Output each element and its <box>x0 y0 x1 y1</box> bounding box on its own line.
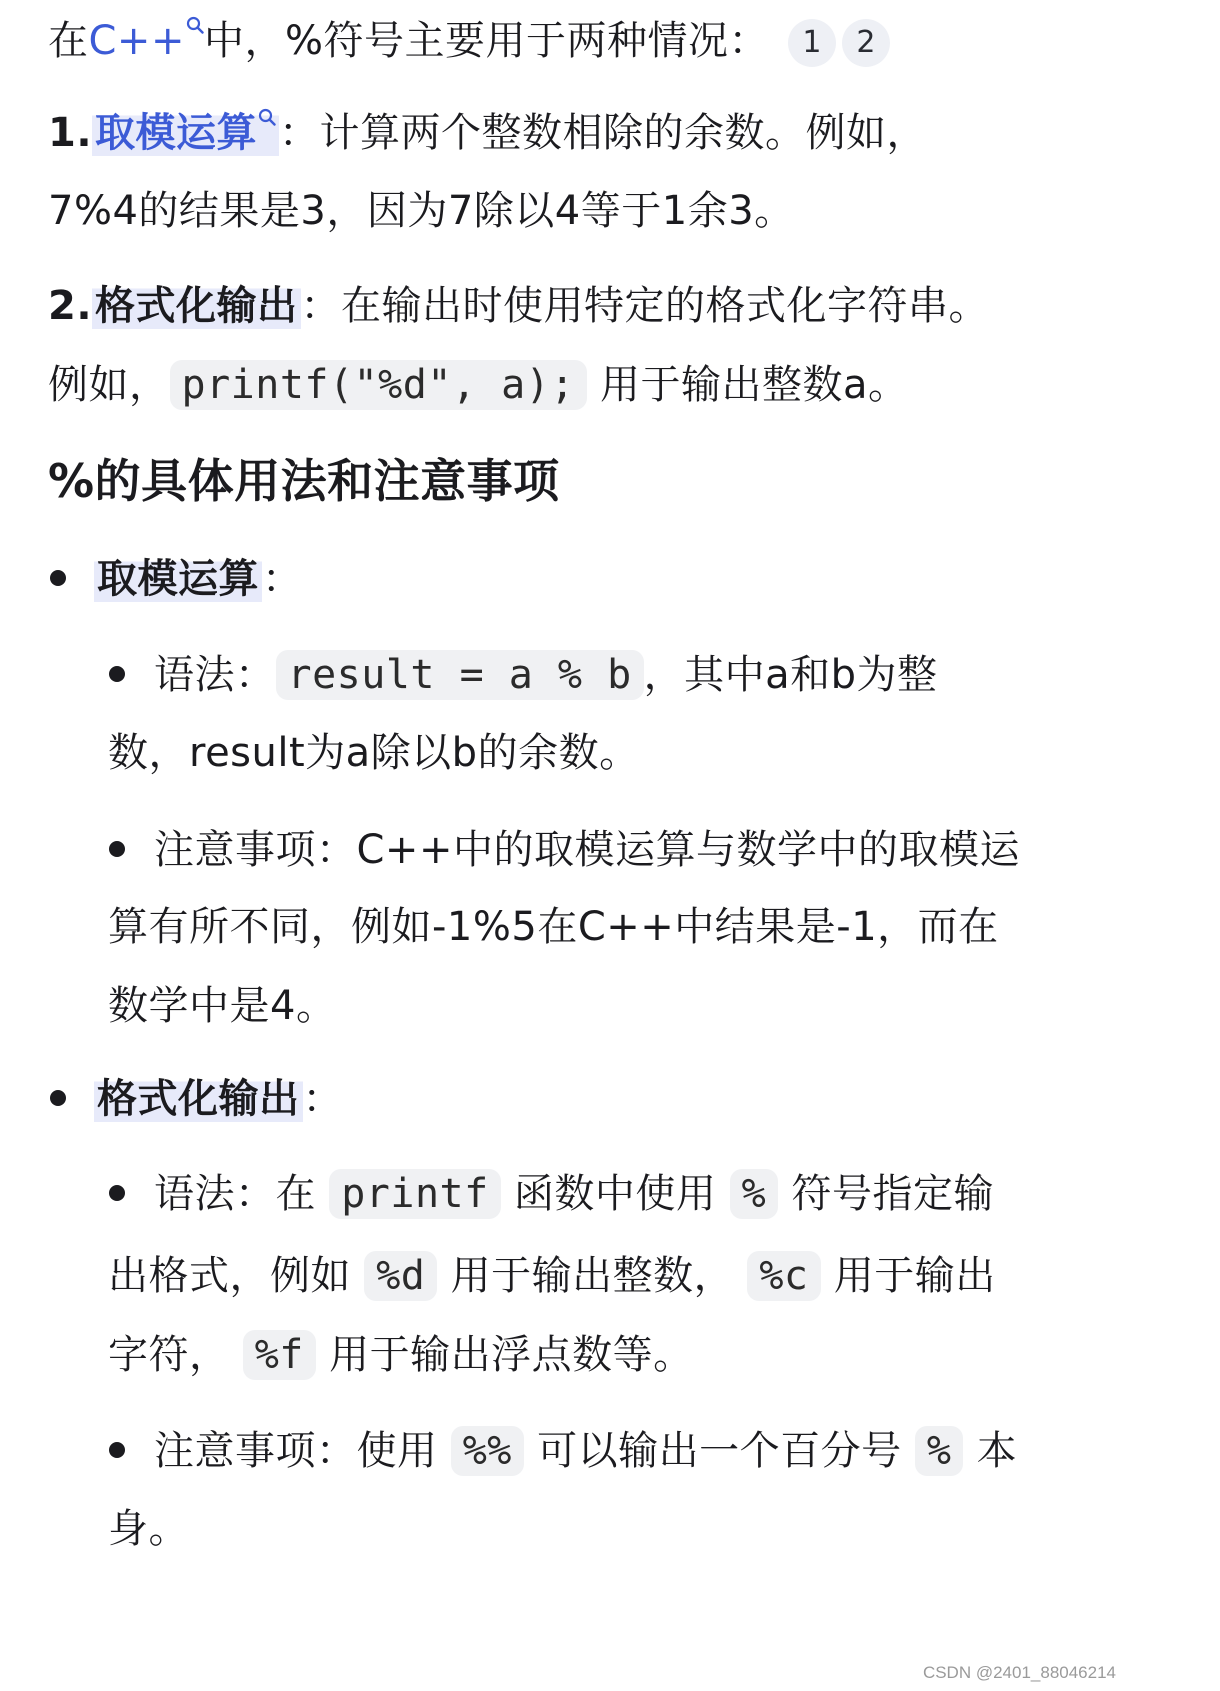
format-syntax-text2: 符号指定输 <box>791 1171 994 1217</box>
modulo-note-line-2: 算有所不同，例如-1%5在C++中结果是-1，而在 <box>108 904 999 950</box>
modulo-syntax-label: 语法： <box>154 652 276 698</box>
sub-bullet-dot <box>109 666 125 682</box>
list-item-2-suffix: 用于输出整数a。 <box>600 362 909 408</box>
format-note-line-1 <box>154 1423 1017 1479</box>
format-syntax-l2-text1: 出格式，例如 <box>108 1253 351 1299</box>
list-item-1-line-2: 7%4的结果是3，因为7除以4等于1余3。 <box>48 188 795 234</box>
printf-inline-code: printf <box>329 1169 501 1219</box>
section-heading: %的具体用法和注意事项 <box>48 454 560 508</box>
format-syntax-l3-text2: 用于输出浮点数等。 <box>329 1332 694 1378</box>
format-note-line-2: 身。 <box>108 1506 189 1552</box>
format-syntax-l3-text1: 字符， <box>108 1332 230 1378</box>
citation-1[interactable]: 1 <box>788 19 836 67</box>
format-term: 格式化输出 <box>94 1076 303 1122</box>
intro-suffix: 中，%符号主要用于两种情况： <box>203 18 769 64</box>
format-note-text2: 可以输出一个百分号 <box>537 1428 902 1474</box>
format-bullet-line <box>94 1071 343 1127</box>
format-syntax-text1: 函数中使用 <box>513 1171 717 1217</box>
bullet-dot <box>50 1090 66 1106</box>
modulo-syntax-code: result = a % b <box>276 650 644 700</box>
citation-2[interactable]: 2 <box>842 19 890 67</box>
modulo-search-link[interactable] <box>92 110 279 156</box>
list-item-2-line-2 <box>48 357 909 413</box>
cpp-link-text[interactable]: C++ <box>88 18 185 64</box>
modulo-syntax-line-2: 数，result为a除以b的余数。 <box>108 730 640 776</box>
modulo-note-line-1: 注意事项：C++中的取模运算与数学中的取模运 <box>154 827 1020 873</box>
modulo-syntax-rest: ，其中a和b为整 <box>643 652 938 698</box>
csdn-watermark: CSDN @2401_88046214 <box>922 1663 1116 1682</box>
format-output-term: 格式化输出 <box>92 283 301 329</box>
format-colon: ： <box>302 1076 343 1122</box>
format-syntax-line-3 <box>108 1327 694 1383</box>
percent-sign-code: % <box>915 1426 964 1476</box>
list-number-2: 2. <box>48 283 93 329</box>
modulo-syntax-line-1 <box>154 647 938 703</box>
sub-bullet-dot <box>109 1442 125 1458</box>
search-icon[interactable] <box>186 16 204 34</box>
list-item-1-line-1 <box>48 105 927 161</box>
modulo-note-line-3: 数学中是4。 <box>108 983 337 1029</box>
intro-prefix: 在 <box>48 18 89 64</box>
percent-f-code: %f <box>243 1330 316 1380</box>
list-item-2-line-1 <box>48 278 989 334</box>
format-syntax-line-1 <box>154 1166 994 1222</box>
percent-c-code: %c <box>747 1251 820 1301</box>
format-note-text3: 本 <box>976 1428 1018 1474</box>
list-number-1: 1. <box>48 110 93 156</box>
search-icon[interactable] <box>258 108 276 126</box>
list-item-2-prefix: 例如， <box>48 362 170 408</box>
format-syntax-label: 语法：在 <box>154 1171 316 1217</box>
modulo-link-text[interactable]: 取模运算 <box>95 110 258 156</box>
format-note-text1: 注意事项：使用 <box>154 1428 438 1474</box>
list-item-1-text: ：计算两个整数相除的余数。例如， <box>279 110 928 156</box>
modulo-term: 取模运算 <box>94 556 262 602</box>
percent-d-code: %d <box>364 1251 437 1301</box>
double-percent-code: %% <box>451 1426 524 1476</box>
cpp-search-link[interactable] <box>89 18 204 64</box>
format-syntax-l2-text2: 用于输出整数， <box>450 1253 735 1299</box>
sub-bullet-dot <box>109 841 125 857</box>
intro-line <box>48 13 890 69</box>
bullet-dot <box>50 570 66 586</box>
format-syntax-l2-text3: 用于输出 <box>833 1253 996 1299</box>
sub-bullet-dot <box>109 1185 125 1201</box>
list-item-2-text: ：在输出时使用特定的格式化字符串。 <box>300 283 990 329</box>
percent-inline-code: % <box>730 1169 779 1219</box>
format-syntax-line-2 <box>108 1248 996 1304</box>
modulo-colon: ： <box>262 556 303 602</box>
modulo-bullet-line <box>94 551 303 607</box>
printf-code: printf("%d", a); <box>170 360 587 410</box>
